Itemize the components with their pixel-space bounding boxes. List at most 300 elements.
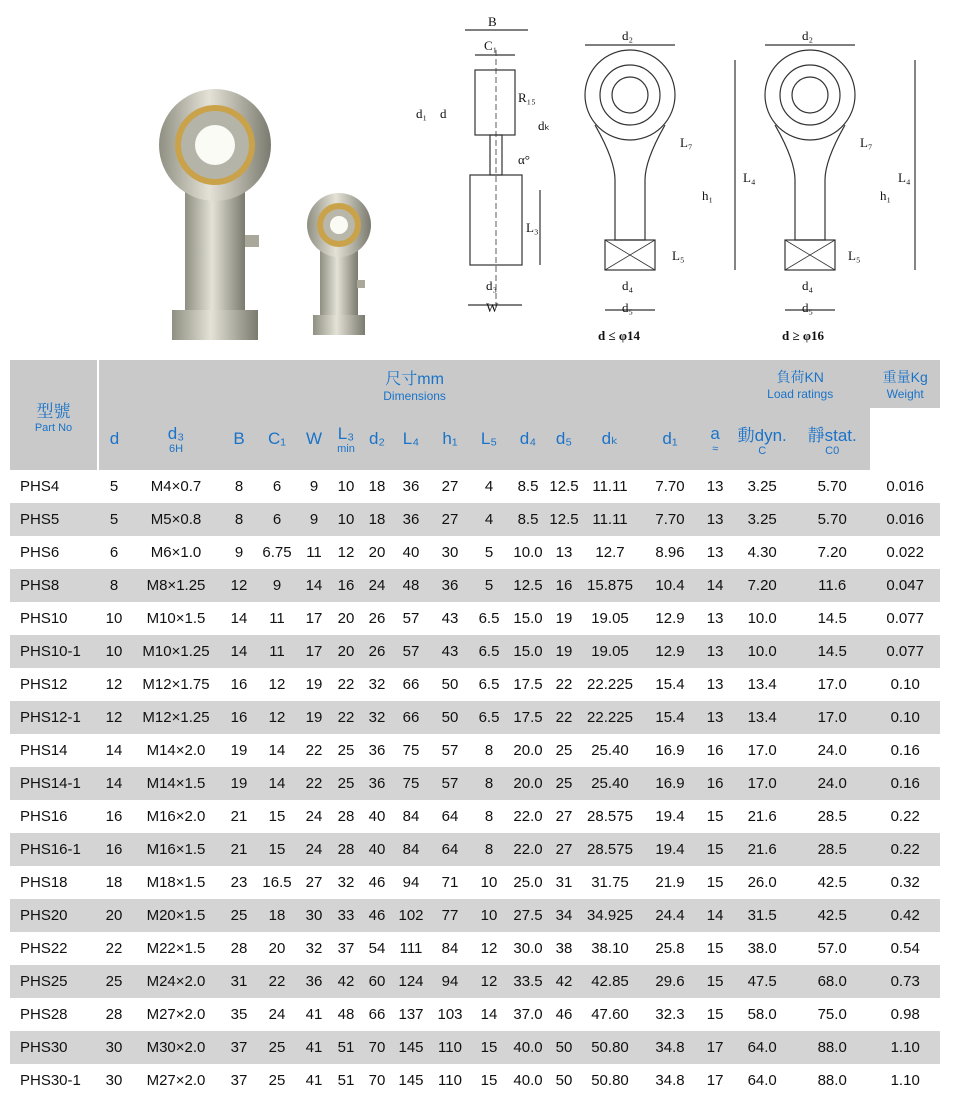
value-cell: M27×2.0 [146,1072,206,1089]
value-cell: 0.22 [890,808,920,825]
value-cell: 124 [392,965,430,998]
value-cell: 14 [700,899,730,932]
table-row [10,833,940,866]
specifications-table [10,360,940,1097]
value-cell: 57 [392,635,430,668]
value-cell: M16×1.5 [130,833,222,866]
value-cell: M14×2.0 [146,742,206,759]
table-row [10,635,940,668]
table-row [10,800,940,833]
value-cell: 15 [700,833,730,866]
value-cell: M4×0.7 [150,478,202,495]
value-cell: 40.0 [508,1031,548,1064]
value-cell: 11.6 [794,569,870,602]
value-cell: 14 [98,767,130,800]
value-cell: 42.85 [580,965,640,998]
column-header: a ≈ [710,423,720,455]
value-cell: 9 [234,544,244,561]
value-cell: 38.10 [591,940,629,957]
column-header: 動dyn. C [737,426,787,457]
value-cell: 22.0 [508,833,548,866]
value-cell: 10.4 [640,569,700,602]
value-cell: 35 [230,1006,248,1023]
value-cell: 24 [362,569,392,602]
value-cell: 28.5 [794,833,870,866]
value-cell: 28.5 [817,808,847,825]
value-cell: 57.0 [817,940,847,957]
column-header: h₁ [442,429,458,448]
value-cell: 19 [305,676,323,693]
label-L7-a: L₇ [680,135,693,150]
value-cell: 21.6 [747,808,777,825]
column-header: W [305,429,323,448]
label-L3: L₃ [526,220,539,235]
value-cell: 13 [700,635,730,668]
column-header: 靜stat. C0 [807,426,857,457]
value-cell: 40 [402,544,420,561]
value-cell: 27 [548,833,580,866]
value-cell: 46 [555,1006,573,1023]
value-cell: M12×1.75 [142,676,210,693]
value-cell: 57 [441,742,459,759]
value-cell: 32 [305,940,323,957]
value-cell: 12.5 [508,569,548,602]
value-cell: 28 [330,833,362,866]
part-number-cell: PHS30-1 [20,1072,81,1089]
column-header: d₃ 6H [167,423,185,455]
value-cell: 20 [330,635,362,668]
value-cell: 103 [437,1006,463,1023]
value-cell: 26.0 [747,874,777,891]
value-cell: 42.5 [794,899,870,932]
value-cell: 0.73 [870,965,940,998]
value-cell: 31.75 [591,874,629,891]
value-cell: 34.8 [640,1031,700,1064]
value-cell: 16 [330,569,362,602]
part-number-cell: PHS12 [20,676,68,693]
value-cell: 22 [305,742,323,759]
value-cell: 36 [298,965,330,998]
value-cell: 12 [256,701,298,734]
value-cell: 28 [105,1006,123,1023]
value-cell: M18×1.5 [146,874,206,891]
value-cell: 6.5 [470,635,508,668]
label-d4-a: d₄ [622,278,634,293]
table-body [10,470,940,1097]
value-cell: 94 [430,965,470,998]
value-cell: 26 [368,610,386,627]
value-cell: 22 [330,701,362,734]
value-cell: 50 [548,1031,580,1064]
value-cell: 16.9 [640,767,700,800]
value-cell: 11 [269,610,285,627]
column-header: d₁ [662,429,678,448]
label-h1-b: h₁ [880,188,892,203]
value-cell: 50.80 [580,1031,640,1064]
table-row [10,932,940,965]
part-number-cell: PHS8 [10,569,98,602]
table-row [10,569,940,602]
value-cell: 15 [470,1031,508,1064]
value-cell: 70 [362,1031,392,1064]
value-cell: 8.5 [517,478,539,495]
value-cell: 36 [368,742,386,759]
value-cell: 15 [706,874,724,891]
value-cell: 11 [256,635,298,668]
value-cell: 10 [98,635,130,668]
label-B: B [488,14,497,29]
value-cell: 58.0 [747,1006,777,1023]
value-cell: 28.575 [580,833,640,866]
part-number-cell: PHS14-1 [10,767,98,800]
value-cell: 25.40 [580,767,640,800]
condition-large: d ≥ φ16 [782,328,824,343]
value-cell: 17 [305,610,323,627]
table-row [10,536,940,569]
value-cell: 102 [392,899,430,932]
label-dk: dₖ [538,118,551,133]
value-cell: 4.30 [747,544,777,561]
value-cell: 19.05 [591,610,629,627]
table-row [10,470,940,503]
value-cell: 22 [105,940,123,957]
value-cell: 7.20 [730,569,794,602]
value-cell: 12 [480,940,498,957]
value-cell: 15 [706,940,724,957]
value-cell: 42 [548,965,580,998]
value-cell: 84 [392,833,430,866]
value-cell: 22.225 [587,676,633,693]
value-cell: 19 [298,701,330,734]
part-number-cell: PHS4 [20,478,60,495]
value-cell: 14.5 [817,610,847,627]
value-cell: 12.7 [595,544,625,561]
table-row [10,1064,940,1097]
value-cell: 28.575 [587,808,633,825]
value-cell: 38.0 [747,940,777,957]
value-cell: 46 [362,899,392,932]
value-cell: 13.4 [747,676,777,693]
value-cell: 8 [484,808,494,825]
value-cell: 19 [555,610,573,627]
value-cell: 12 [470,965,508,998]
table-row [10,668,940,701]
value-cell: 20.0 [513,742,543,759]
part-number-cell: PHS18 [20,874,68,891]
value-cell: 64.0 [747,1072,777,1089]
value-cell: 16 [222,701,256,734]
value-cell: 0.022 [886,544,924,561]
value-cell: 36 [362,767,392,800]
value-cell: 18 [362,503,392,536]
part-number-cell: PHS14 [20,742,68,759]
value-cell: 19 [222,767,256,800]
value-cell: 110 [438,1072,462,1089]
value-cell: 8 [470,833,508,866]
table-row [10,503,940,536]
value-cell: 22.225 [580,701,640,734]
value-cell: 60 [362,965,392,998]
table-row [10,899,940,932]
label-d1: d₁ [416,106,428,121]
value-cell: 12.9 [655,610,685,627]
value-cell: 16.5 [262,874,292,891]
value-cell: 17.5 [513,676,543,693]
value-cell: 6.5 [478,676,500,693]
value-cell: 40 [362,833,392,866]
value-cell: 54 [368,940,386,957]
value-cell: 32.3 [655,1006,685,1023]
value-cell: 75 [392,767,430,800]
label-C1: C₁ [484,38,498,53]
value-cell: 7.20 [817,544,847,561]
value-cell: 5 [98,503,130,536]
value-cell: 20 [98,899,130,932]
value-cell: 13 [700,503,730,536]
value-cell: 15.0 [513,610,543,627]
value-cell: 15.4 [640,701,700,734]
label-L4-a: L₄ [743,170,756,185]
value-cell: 25 [548,767,580,800]
value-cell: 16 [98,833,130,866]
value-cell: 12 [337,544,355,561]
column-header: d₂ [368,429,386,448]
column-header: L₄ [402,429,420,448]
value-cell: 11 [306,544,322,561]
value-cell: 5.70 [794,503,870,536]
value-cell: 32 [368,676,386,693]
product-photos [150,85,390,345]
value-cell: 6.5 [470,701,508,734]
value-cell: 50 [430,701,470,734]
value-cell: 15 [256,833,298,866]
value-cell: 15.4 [655,676,685,693]
label-d2-b: d₂ [802,28,814,43]
value-cell: 13 [700,701,730,734]
value-cell: 46 [368,874,386,891]
value-cell: 37 [222,1031,256,1064]
value-cell: 24 [268,1006,286,1023]
value-cell: 145 [392,1031,430,1064]
value-cell: 50 [441,676,459,693]
value-cell: 25.0 [513,874,543,891]
value-cell: 51 [330,1031,362,1064]
value-cell: 7.70 [640,503,700,536]
part-number-cell: PHS12-1 [10,701,98,734]
value-cell: 7.70 [655,478,685,495]
value-cell: 51 [337,1072,355,1089]
value-cell: M22×1.5 [146,940,206,957]
value-cell: 5 [470,569,508,602]
value-cell: 10 [470,899,508,932]
table-row [10,602,940,635]
value-cell: M27×2.0 [146,1006,206,1023]
label-d2-a: d₂ [622,28,634,43]
label-h1-a: h₁ [702,188,714,203]
value-cell: 10 [105,610,123,627]
value-cell: 41 [298,1031,330,1064]
table-row [10,866,940,899]
label-d5-a: d₅ [622,300,634,315]
part-number-cell: PHS30 [10,1031,98,1064]
table-row [10,701,940,734]
label-L5-a: L₅ [672,248,685,263]
value-cell: 30 [441,544,459,561]
part-number-cell: PHS6 [20,544,60,561]
value-cell: 25 [98,965,130,998]
value-cell: 137 [398,1006,424,1023]
table-row [10,965,940,998]
value-cell: M24×2.0 [130,965,222,998]
value-cell: 41 [305,1006,323,1023]
value-cell: 31 [555,874,573,891]
value-cell: 12.5 [549,478,579,495]
value-cell: 6.5 [478,610,500,627]
value-cell: 0.22 [870,833,940,866]
value-cell: 70 [368,1072,386,1089]
value-cell: 10.0 [747,610,777,627]
value-cell: 10 [480,874,498,891]
value-cell: 14 [700,569,730,602]
table-row [10,734,940,767]
value-cell: 30 [105,1072,123,1089]
value-cell: 26 [362,635,392,668]
column-header: d₄ [519,429,537,448]
value-cell: 75.0 [817,1006,847,1023]
value-cell: 19 [548,635,580,668]
label-W: W [486,300,499,315]
value-cell: 38 [555,940,573,957]
value-cell: 15 [700,965,730,998]
value-cell: 11.11 [592,478,628,495]
value-cell: 25 [268,1072,286,1089]
value-cell: 43 [441,610,459,627]
value-cell: 25 [555,742,573,759]
value-cell: 64 [430,833,470,866]
value-cell: 6.75 [262,544,292,561]
value-cell: 27.5 [508,899,548,932]
value-cell: 1.10 [890,1072,920,1089]
value-cell: 47.60 [591,1006,629,1023]
column-header: L₃ min [337,423,355,455]
value-cell: 16 [706,742,724,759]
value-cell: 14.5 [794,635,870,668]
value-cell: 14 [268,742,286,759]
value-cell: 24 [298,833,330,866]
value-cell: M5×0.8 [130,503,222,536]
value-cell: 11.11 [580,503,640,536]
value-cell: M10×1.5 [146,610,206,627]
value-cell: 15 [706,808,724,825]
value-cell: 33 [330,899,362,932]
value-cell: 8 [484,742,494,759]
value-cell: 36 [392,503,430,536]
label-L5-b: L₅ [848,248,861,263]
value-cell: 22 [337,676,355,693]
value-cell: 13 [706,610,724,627]
value-cell: 29.6 [640,965,700,998]
value-cell: 0.016 [870,503,940,536]
load-ratings-header: 負荷KN Load ratings [767,369,834,401]
value-cell: 48 [337,1006,355,1023]
label-R: R₁₅ [518,90,536,105]
value-cell: 27 [305,874,323,891]
value-cell: 34 [548,899,580,932]
value-cell: 0.32 [890,874,920,891]
value-cell: 13 [555,544,573,561]
value-cell: 20 [268,940,286,957]
value-cell: 111 [399,940,423,957]
value-cell: M6×1.0 [150,544,202,561]
label-d4-b: d₄ [802,278,814,293]
value-cell: 9 [298,503,330,536]
value-cell: 9 [309,478,319,495]
value-cell: 13 [706,676,724,693]
value-cell: 41 [305,1072,323,1089]
value-cell: 12.9 [640,635,700,668]
value-cell: 10 [337,478,355,495]
value-cell: 6 [256,503,298,536]
value-cell: 14 [222,635,256,668]
value-cell: 34.925 [580,899,640,932]
value-cell: 15.0 [508,635,548,668]
value-cell: 16.9 [655,742,685,759]
value-cell: 8 [234,478,244,495]
value-cell: 0.42 [870,899,940,932]
part-number-cell: PHS22 [20,940,68,957]
value-cell: 8.96 [655,544,685,561]
column-header: C₁ [267,429,286,448]
label-L4-b: L₄ [898,170,911,185]
value-cell: 57 [402,610,420,627]
value-cell: 94 [402,874,420,891]
value-cell: 40.0 [513,1072,543,1089]
part-number-cell: PHS25 [10,965,98,998]
value-cell: 12 [98,701,130,734]
value-cell: 17 [700,1031,730,1064]
value-cell: 15 [706,1006,724,1023]
value-cell: 16 [105,808,123,825]
column-header: L₅ [480,429,498,448]
value-cell: 30 [98,1031,130,1064]
part-number-cell: PHS10 [20,610,68,627]
value-cell: 17.0 [747,742,777,759]
value-cell: 12 [222,569,256,602]
value-cell: 25.40 [591,742,629,759]
value-cell: 8.5 [508,503,548,536]
value-cell: 28 [337,808,355,825]
value-cell: 16 [700,767,730,800]
value-cell: M14×1.5 [130,767,222,800]
value-cell: 0.10 [870,701,940,734]
value-cell: 3.25 [730,503,794,536]
table-row [10,767,940,800]
value-cell: 24.4 [640,899,700,932]
value-cell: 84 [402,808,420,825]
value-cell: 37 [230,1072,248,1089]
value-cell: 64 [441,808,459,825]
value-cell: 0.016 [886,478,924,495]
value-cell: 14 [105,742,123,759]
value-cell: 66 [392,701,430,734]
value-cell: 64.0 [730,1031,794,1064]
value-cell: 25.8 [655,940,685,957]
value-cell: 13 [706,544,724,561]
label-L7-b: L₇ [860,135,873,150]
value-cell: 0.98 [890,1006,920,1023]
value-cell: 88.0 [794,1031,870,1064]
value-cell: 32 [362,701,392,734]
